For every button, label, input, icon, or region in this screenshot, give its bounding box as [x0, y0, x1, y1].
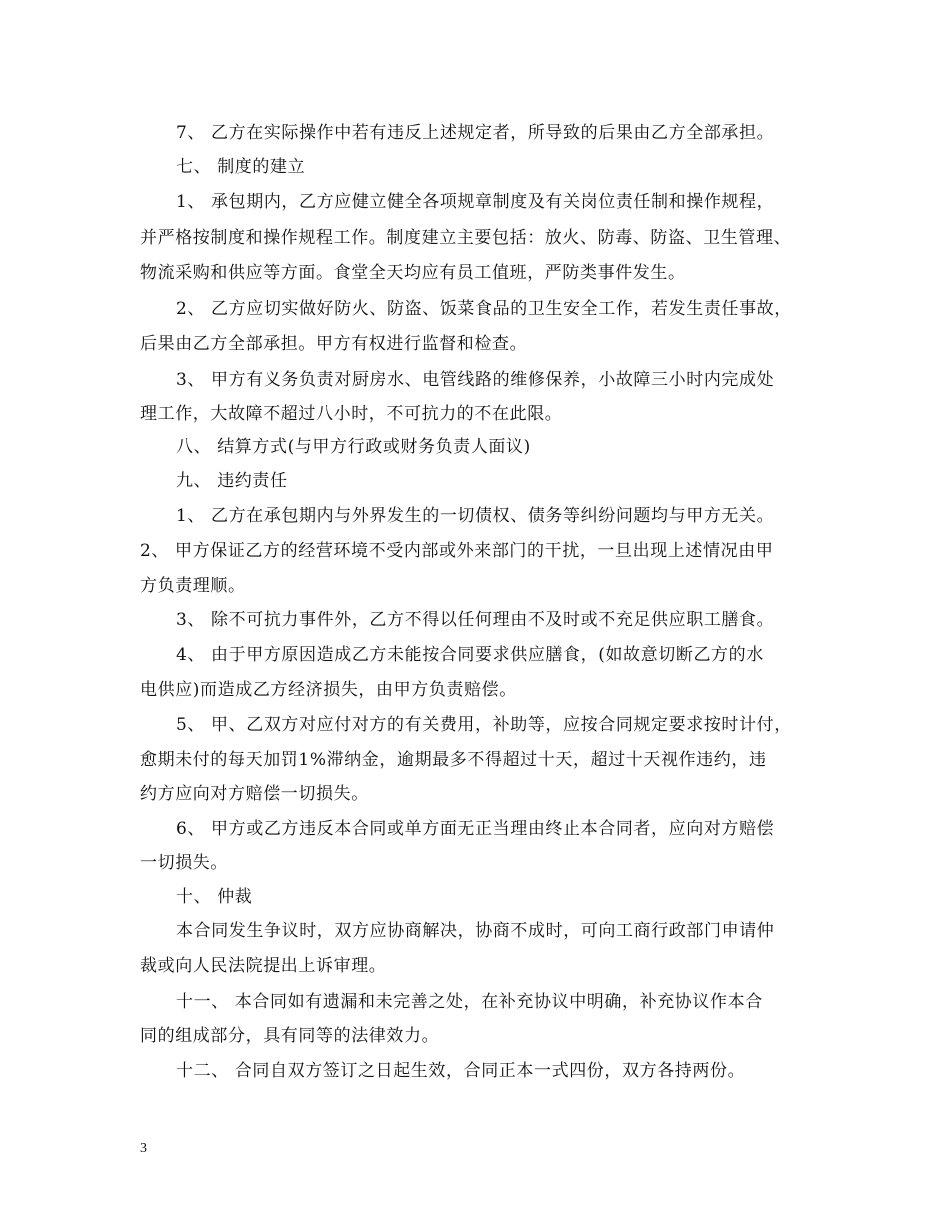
- text-line: 约方应向对方赔偿一切损失。: [140, 784, 369, 804]
- text-line: 电供应)而造成乙方经济损失，由甲方负责赔偿。: [140, 680, 517, 700]
- text-line: 后果由乙方全部承担。甲方有权进行监督和检查。: [140, 334, 528, 354]
- section-heading: 九、 违约责任: [176, 471, 288, 491]
- text-line: 本合同发生争议时，双方应协商解决，协商不成时，可向工商行政部门申请仲: [176, 921, 775, 941]
- text-line: 1、 乙方在承包期内与外界发生的一切债权、债务等纠纷问题均与甲方无关。: [176, 506, 775, 526]
- text-line: 十二、 合同自双方签订之日起生效，合同正本一式四份，双方各持两份。: [176, 1061, 746, 1081]
- text-line: 同的组成部分，具有同等的法律效力。: [140, 1026, 440, 1046]
- text-line: 理工作，大故障不超过八小时，不可抗力的不在此限。: [140, 404, 563, 424]
- text-line: 5、 甲、乙双方对应付对方的有关费用，补助等，应按合同规定要求按时计付，: [176, 715, 792, 735]
- text-line: 方负责理顺。: [140, 576, 246, 596]
- page-number: 3: [140, 1141, 147, 1156]
- text-line: 4、 由于甲方原因造成乙方未能按合同要求供应膳食，(如故意切断乙方的水: [176, 645, 764, 665]
- text-line: 愈期未付的每天加罚1%滞纳金，逾期最多不得超过十天，超过十天视作违约，违: [140, 750, 767, 770]
- text-line: 物流采购和供应等方面。食堂全天均应有员工值班，严防类事件发生。: [140, 263, 686, 283]
- text-line: 3、 甲方有义务负责对厨房水、电管线路的维修保养，小故障三小时内完成处: [176, 370, 775, 390]
- text-line: 7、 乙方在实际操作中若有违反上述规定者，所导致的后果由乙方全部承担。: [176, 123, 775, 143]
- text-line: 6、 甲方或乙方违反本合同或单方面无正当理由终止本合同者，应向对方赔偿: [176, 819, 775, 839]
- text-line: 裁或向人民法院提出上诉审理。: [140, 956, 387, 976]
- text-line: 一切损失。: [140, 853, 228, 873]
- text-line: 并严格按制度和操作规程工作。制度建立主要包括：放火、防毒、防盗、卫生管理、: [140, 228, 792, 248]
- text-line: 十一、 本合同如有遗漏和未完善之处，在补充协议中明确，补充协议作本合: [176, 992, 763, 1012]
- section-heading: 七、 制度的建立: [176, 157, 306, 177]
- section-heading: 八、 结算方式(与甲方行政或财务负责人面议): [176, 437, 531, 457]
- text-line: 3、 除不可抗力事件外，乙方不得以任何理由不及时或不充足供应职工膳食。: [176, 610, 775, 630]
- text-line: 1、 承包期内，乙方应健立健全各项规章制度及有关岗位责任制和操作规程，: [176, 192, 775, 212]
- text-line: 2、 乙方应切实做好防火、防盗、饭菜食品的卫生安全工作，若发生责任事故，: [176, 299, 792, 319]
- section-heading: 十、 仲裁: [176, 887, 253, 907]
- text-line: 2、 甲方保证乙方的经营环境不受内部或外来部门的干扰，一旦出现上述情况由甲: [140, 541, 774, 561]
